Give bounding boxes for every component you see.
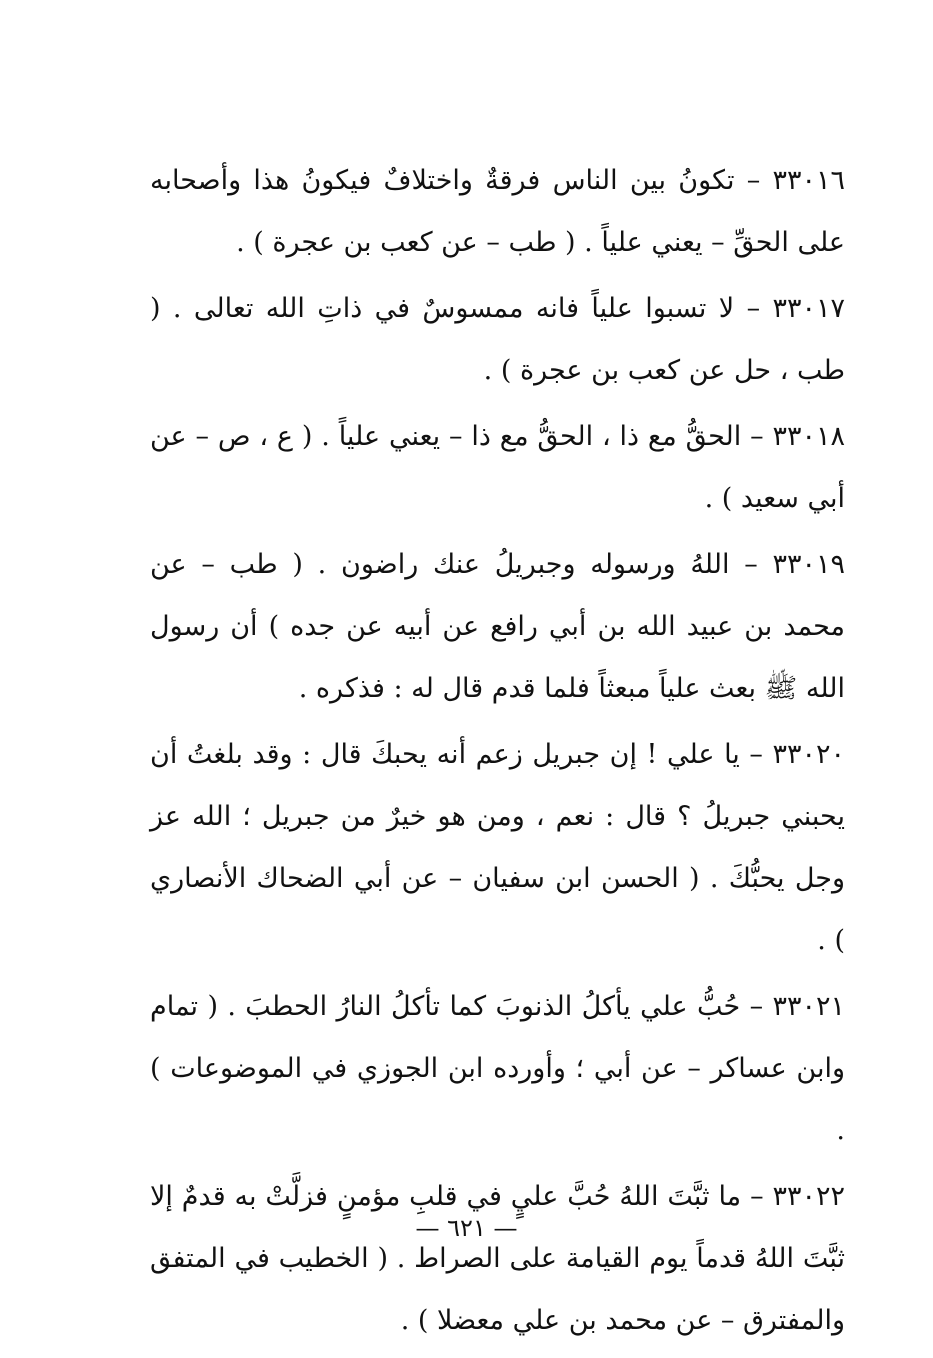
hadith-number: ٣٣٠١٨	[772, 421, 845, 452]
hadith-entry	[150, 150, 845, 274]
hadith-text: تكونُ بين الناس فرقةٌ واختلافٌ فيكونُ هذا وأصحابه على الحقِّ – يعني علياً . ( طب – عن كعب بن عجرة ) .	[150, 165, 845, 258]
hadith-entry	[150, 534, 845, 720]
hadith-number: ٣٣٠١٩	[772, 549, 845, 580]
hadith-text: يا علي ! إن جبريل زعم أنه يحبكَ قال : وقد بلغتُ أن يحبني جبريلُ ؟ قال : نعم ، ومن هو خيرٌ من جبريل ؛ الله عز وجل يحبُّكَ . ( الحسن ابن سفيان – عن أبي الضحاك الأنصاري ) .	[150, 739, 845, 956]
entry-separator: –	[749, 991, 764, 1022]
hadith-entry	[150, 724, 845, 972]
hadith-number: ٣٣٠٢١	[772, 991, 846, 1022]
hadith-text: حُبُّ علي يأكلُ الذنوبَ كما تأكلُ النارُ الحطبَ . ( تمام وابن عساكر – عن أبي ؛ وأورده ابن الجوزي في الموضوعات ) .	[150, 991, 845, 1146]
hadith-list	[150, 150, 845, 1352]
hadith-text: الحقُّ مع ذا ، الحقُّ مع ذا – يعني علياً . ( ع ، ص – عن أبي سعيد ) .	[150, 421, 845, 514]
hadith-entry	[150, 406, 845, 530]
hadith-number: ٣٣٠٢٠	[772, 739, 845, 770]
hadith-entry	[150, 976, 845, 1162]
entry-separator: –	[746, 293, 761, 324]
entry-separator: –	[750, 1181, 764, 1212]
entry-separator: –	[746, 165, 761, 196]
hadith-text: لا تسبوا علياً فانه ممسوسٌ في ذاتِ الله تعالى . ( طب ، حل عن كعب بن عجرة ) .	[150, 293, 845, 386]
hadith-entry	[150, 278, 845, 402]
entry-separator: –	[749, 739, 763, 770]
entry-separator: –	[744, 549, 758, 580]
page-number: — ٦٢١ —	[415, 1214, 518, 1242]
hadith-text: اللهُ ورسوله وجبريلُ عنك راضون . ( طب – عن محمد بن عبيد الله بن أبي رافع عن أبيه عن جده ) أن رسول الله ﷺ بعث علياً مبعثاً فلما قدم قال له : فذكره .	[150, 549, 845, 704]
entry-separator: –	[750, 421, 764, 452]
hadith-number: ٣٣٠٢٢	[772, 1181, 845, 1212]
hadith-number: ٣٣٠١٦	[772, 165, 845, 196]
hadith-text: ما ثبَّتَ اللهُ حُبَّ عليٍ في قلبِ مؤمنٍ فزلَّتْ به قدمٌ إلا ثبَّتَ اللهُ قدماً يوم القيامة على الصراط . ( الخطيب في المتفق والمفترق – عن محمد بن علي معضلا ) .	[150, 1181, 845, 1336]
hadith-entry	[150, 1166, 845, 1352]
hadith-number: ٣٣٠١٧	[772, 293, 845, 324]
